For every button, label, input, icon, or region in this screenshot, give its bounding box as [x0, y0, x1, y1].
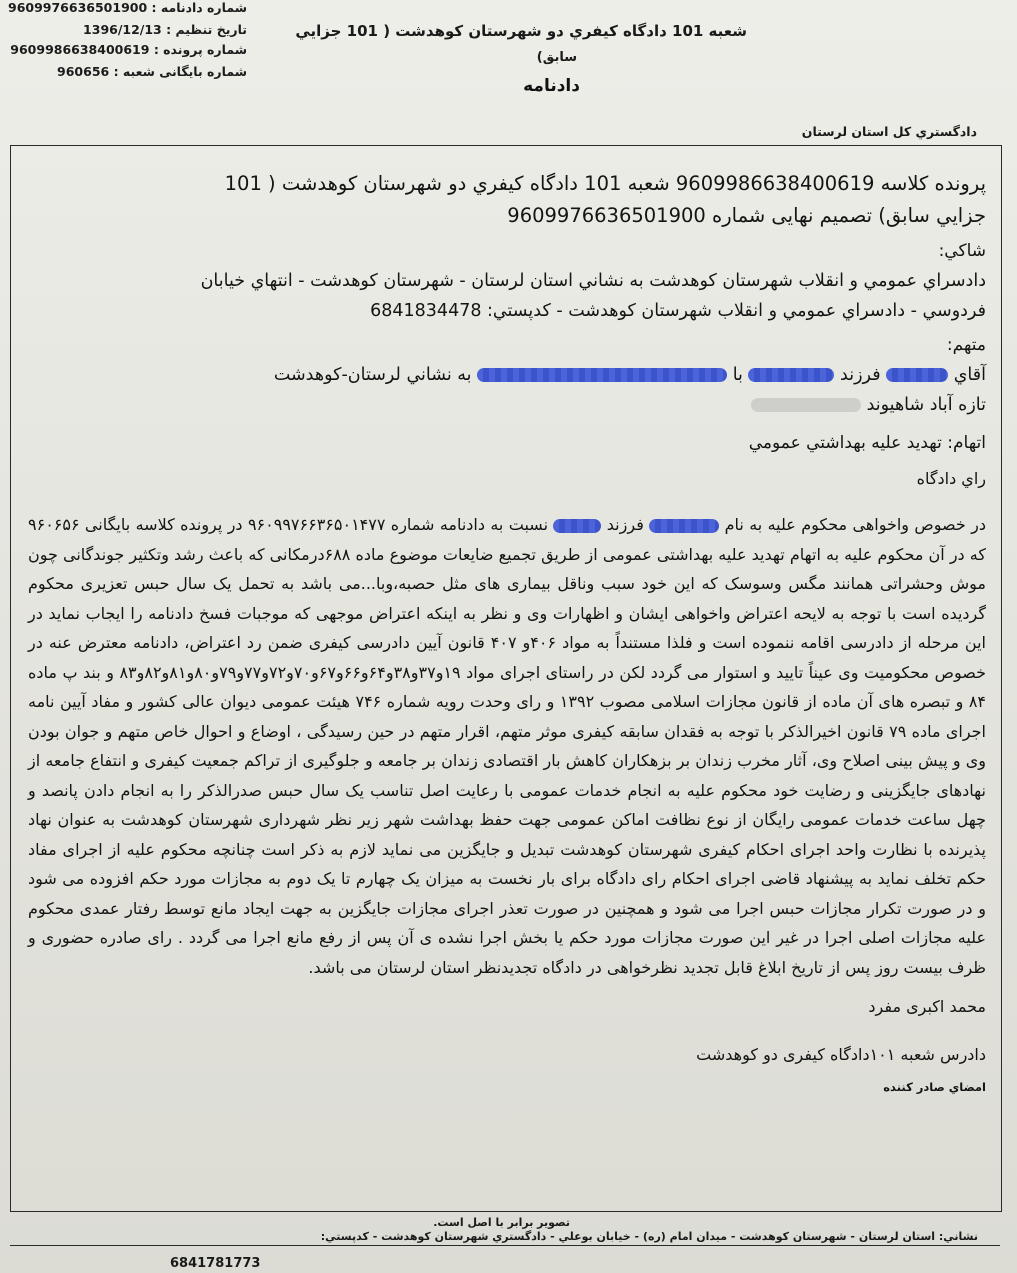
redacted-father-name	[748, 368, 834, 382]
accused-with: با	[732, 365, 743, 385]
redacted-convict-name	[649, 519, 719, 533]
document-title: دادنامه	[523, 76, 580, 96]
file-number-row	[10, 42, 247, 57]
document-body	[28, 168, 986, 1100]
case-line-2: جزایي سابق) تصمیم نهایی شماره 9609976636501900	[507, 204, 986, 227]
archive-number: 960656	[57, 64, 110, 79]
judge-title: دادرس شعبه ۱۰۱دادگاه کیفری دو کوهدشت	[696, 1045, 986, 1064]
redacted-id	[477, 368, 727, 382]
date-row	[83, 22, 247, 37]
case-info	[28, 168, 986, 232]
charge-row	[28, 428, 986, 458]
verdict-body: نسبت به دادنامه شماره ۹۶۰۹۹۷۶۶۳۶۵۰۱۴۷۷ در پرونده کلاسه بایگانی ۹۶۰۶۵۶ که در آن محکوم علیه به اتهام تهدید علیه بهداشتی عمومی از طریق تجمیع ضایعات موضوع ماده ۶۸۸درمکانی که باعث رشد وتکثیر جوندگانی چون موش وحشراتی همانند مگس وسوسک که این خود سبب وناقل بیماری های مثل حصبه،وبا...می باشد به تحمل یک سال حبس تعزیری محکوم گردیده است با توجه به لایحه اعتراض واخواهی ایشان و اظهارات وی و نظر به اینکه اعتراض موجهی که موجبات فسخ دادنامه را ایجاب نماید در این مرحله از دادرسی اقامه ننموده است و فلذا مستنداً به مواد ۴۰۶و ۴۰۷ قانون آیین دادرسی کیفری ضمن رد اعتراض، دادنامه معترض عنه در خصوص محکومیت وی عیناً تایید و استوار می گردد لکن در راستای اجرای مواد ۱۹و۳۷و۳۸و۶۴و۶۶و۶۷و۷۰و۷۲و۷۷و۷۹و۸۰و۸۱و۸۲و۸۳ و بند پ ماده ۸۴ و تبصره های آن ماده از قانون مجازات اسلامی مصوب ۱۳۹۲ و رای وحدت رویه شماره ۷۴۶ هیئت عمومی دیوان عالی کشور و مفاد آیین نامه اجرای ماده ۷۹ قانون اخیرالذکر با توجه به فقدان سابقه کیفری موثر متهم، اقرار متهم در حین رسیدگی ، اوضاع و احوال خاص متهم و جوان بودن وی و پیش بینی اصلاح وی، آثار مخرب زندان بر بزهکاران کاهش بار اقتصادی زندان بر جامعه و جلوگیری از تراکم جمعیت کیفری و انتفاع جامعه از نهادهای جایگزینی و رضایت خود محکوم علیه به انجام خدمات عمومی با رعایت اصل تناسب یک سال حبس صدرالذکر را به انجام دادن پانصد و چهل ساعت خدمات عمومی رایگان از نوع نظافت اماکن عمومی جهت حفظ بهداشت شهر زیر نظر شهرداری شهرستان کوهدشت به عنوان نهاد پذیرنده با نظارت واحد اجرای احکام کیفری شهرستان کوهدشت تبدیل و جایگزین می نماید لازم به ذکر است چنانچه محکوم علیه از اجرای مفاد حکم تخلف نماید به پیشنهاد قاضی اجرای احکام رای دادگاه برای بار نخست به میزان یک چهارم تا یک دوم به مجازات مورد حکم افزوده می شود و در صورت تکرار مجازات حبس اجرا می شود و همچنین در صورت تعذر اجرای مجازات جایگزین به جهت ایجاد مانع توسط رفتار عمدی محکوم علیه مجازات اصلی اجرا در غیر این صورت مجازات مورد حکم یا بخش اجرا نشده ی آن پس از رفع مانع اجرا می گردد . رای صادره حضوری و ظرف بیست روز پس از تاریخ ابلاغ قابل تجدید نظرخواهی در دادگاه تجدیدنظر استان لرستان می باشد.	[28, 515, 986, 977]
signature-block	[28, 992, 986, 1100]
accused-address-1: به نشاني لرستان-کوهدشت	[273, 365, 472, 385]
judge-name: محمد اکبری مفرد	[868, 997, 986, 1016]
branch-title: شعبه 101 دادگاه کیفري دو شهرستان کوهدشت ( 101 جزایي	[295, 22, 747, 40]
verdict-label: راي دادگاه	[916, 469, 986, 488]
verdict-child-of: فرزند	[606, 515, 644, 534]
file-number-label: شماره پرونده :	[153, 42, 247, 57]
accused-child-of: فرزند	[840, 365, 881, 385]
complainant-details	[28, 266, 986, 326]
accused-line-1	[28, 360, 986, 390]
verdict-number-label: شماره دادنامه :	[151, 0, 247, 15]
postal-code: 6841781773	[170, 1256, 261, 1271]
complainant-line-2: فردوسي - دادسراي عمومي و انقلاب شهرستان کوهدشت - کدپستي: 6841834478	[370, 301, 986, 321]
charge-text: تهدید علیه بهداشتي عمومي	[748, 433, 942, 453]
date-label: تاریخ تنظیم :	[166, 22, 247, 37]
date-value: 1396/12/13	[83, 22, 162, 37]
complainant-label: شاکي:	[938, 241, 986, 261]
verdict-number: 9609976636501900	[8, 0, 148, 15]
redacted-name	[886, 368, 948, 382]
redacted-convict-father	[553, 519, 601, 533]
accused-line-2	[28, 390, 986, 420]
accused-address-2: تازه آباد شاهیوند	[866, 395, 986, 415]
document-header	[0, 0, 1017, 142]
verdict-start: در خصوص واخواهی محکوم علیه به نام	[724, 515, 987, 534]
archive-number-label: شماره بایگانی شعبه :	[113, 64, 247, 79]
archive-number-row	[57, 64, 247, 79]
verdict-paragraph	[28, 510, 986, 982]
court-address: نشاني: استان لرستان - شهرستان كوهدشت - ميدان امام (ره) - خيابان بوعلي - دادگستري شهرستان كوهدشت - كدپستي:	[320, 1230, 978, 1243]
verdict-number-row	[8, 0, 247, 15]
issuer-signature-label: امضاي صادر كننده	[883, 1080, 986, 1094]
footer-divider	[10, 1245, 1000, 1246]
court-name: دادگستري کل استان لرستان	[801, 124, 977, 139]
complainant-line-1: دادسراي عمومي و انقلاب شهرستان کوهدشت به نشاني استان لرستان - شهرستان کوهدشت - انتهاي خیابان	[200, 271, 986, 291]
case-line-1: پرونده کلاسه 9609986638400619 شعبه 101 دادگاه کیفري دو شهرستان کوهدشت ( 101	[224, 172, 986, 195]
accused-details	[28, 360, 986, 420]
redacted-address	[751, 398, 861, 412]
branch-subtitle: سابق)	[536, 50, 577, 65]
accused-prefix: آقاي	[953, 365, 986, 385]
file-number: 9609986638400619	[10, 42, 150, 57]
document-footer	[10, 1212, 1000, 1273]
certified-copy-note: تصویر برابر با اصل است.	[433, 1216, 570, 1229]
charge-label: اتهام:	[947, 433, 986, 453]
accused-label: متهم:	[946, 335, 986, 355]
